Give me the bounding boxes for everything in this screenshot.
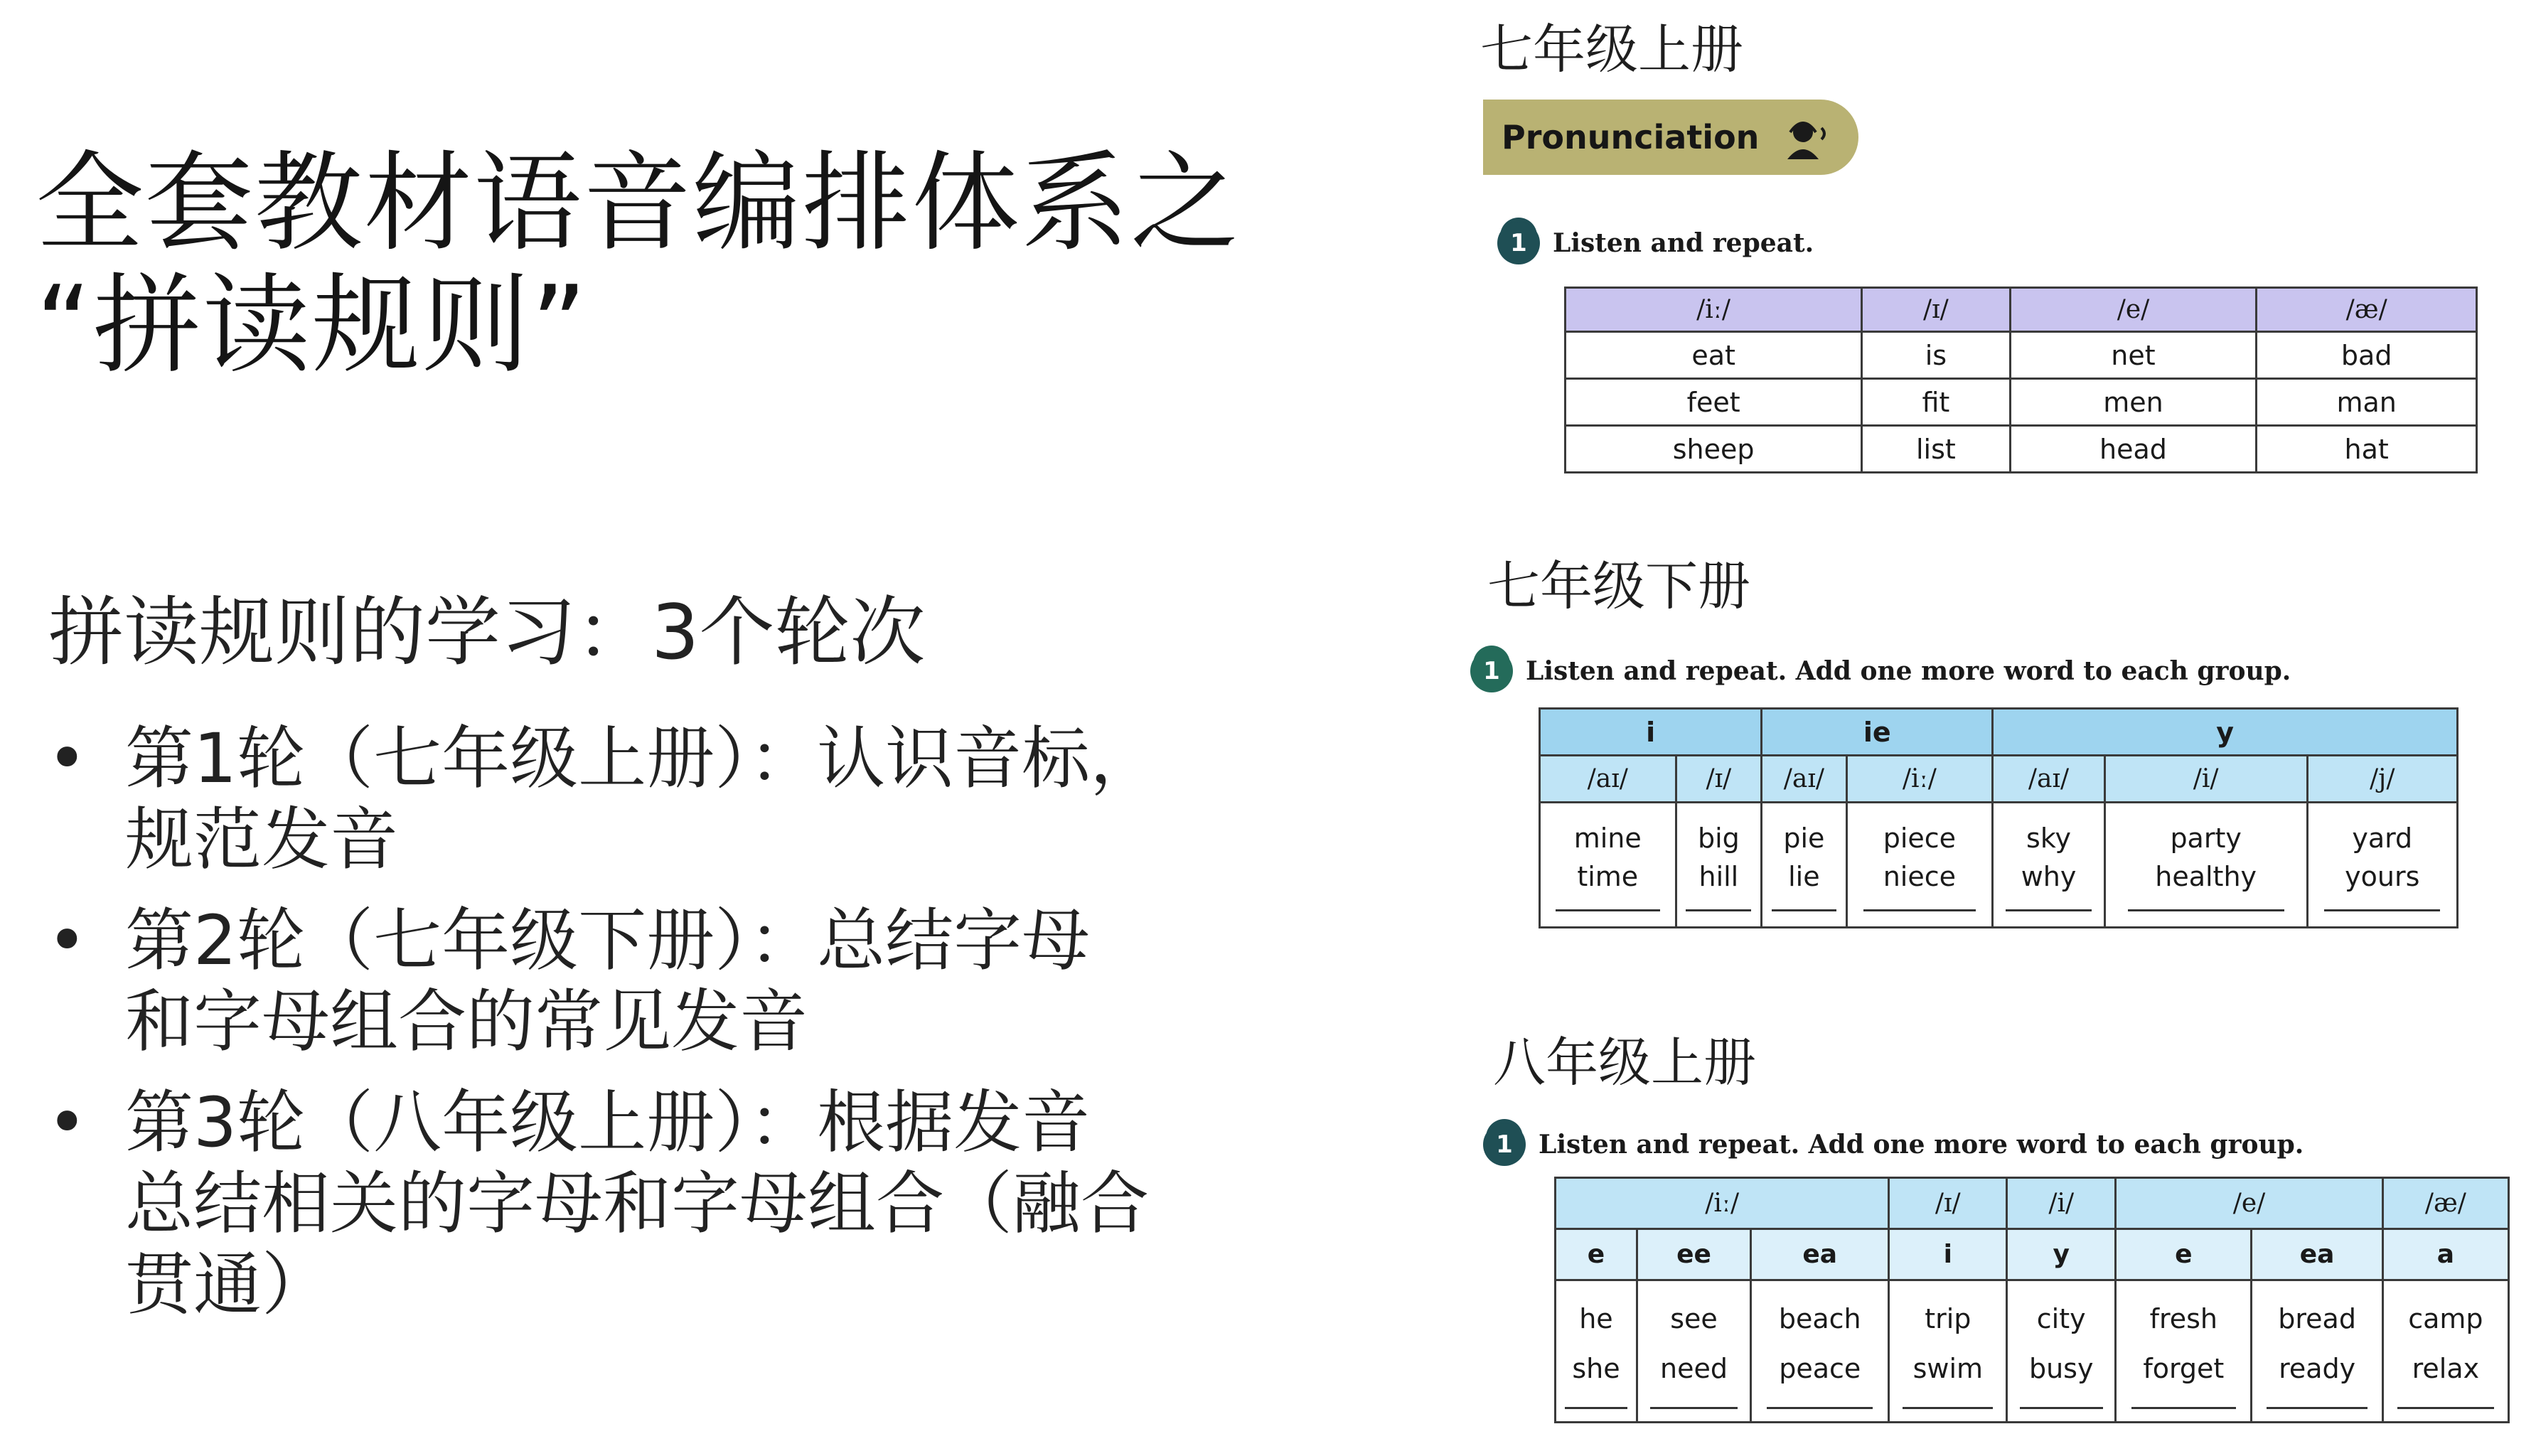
bullet-3-line-3: 贯通） bbox=[125, 1245, 330, 1324]
table-letter-cell: ea bbox=[1751, 1229, 1889, 1280]
bullet-dot: • bbox=[47, 1083, 87, 1162]
word: forget bbox=[2143, 1353, 2225, 1384]
table-sound-row bbox=[1540, 756, 2458, 803]
word: time bbox=[1577, 861, 1639, 892]
grade-label-7a: 七年级上册 bbox=[1480, 19, 1743, 80]
table-header-cell: /ɪ/ bbox=[1862, 288, 2010, 332]
table-cell: men bbox=[2010, 379, 2257, 426]
table-letter-row bbox=[1556, 1229, 2509, 1280]
table-cell: is bbox=[1862, 332, 2010, 379]
word: pie bbox=[1783, 823, 1825, 854]
table-row bbox=[1566, 426, 2477, 473]
word: swim bbox=[1912, 1353, 1984, 1384]
word: trip bbox=[1925, 1303, 1971, 1334]
answer-blank[interactable] bbox=[1767, 1403, 1873, 1409]
bullet-item-2 bbox=[47, 900, 1256, 1062]
bullet-list bbox=[47, 718, 1256, 1345]
bullet-1-line-2: 规范发音 bbox=[125, 800, 398, 879]
table-group-cell: /iː/ bbox=[1556, 1178, 1889, 1229]
answer-blank[interactable] bbox=[1650, 1403, 1738, 1409]
slide-title bbox=[36, 142, 1244, 387]
word: need bbox=[1660, 1353, 1728, 1384]
table-word-row bbox=[1556, 1280, 2509, 1423]
word: hill bbox=[1698, 861, 1739, 892]
word: ready bbox=[2279, 1353, 2356, 1384]
answer-blank[interactable] bbox=[2131, 1403, 2236, 1409]
table-letter-cell: y bbox=[2007, 1229, 2116, 1280]
table-word-cell bbox=[2252, 1280, 2382, 1423]
instruction-3 bbox=[1483, 1123, 2304, 1166]
table-word-cell bbox=[2104, 803, 2307, 928]
bullet-1-line-1: 第1轮（七年级上册）：认识音标， bbox=[125, 719, 1159, 798]
table-sound-cell: /aɪ/ bbox=[1540, 756, 1676, 803]
word: he bbox=[1579, 1303, 1613, 1334]
table-group-cell: /e/ bbox=[2116, 1178, 2383, 1229]
table-letter-cell: e bbox=[2116, 1229, 2252, 1280]
table-group-row bbox=[1540, 709, 2458, 756]
word: she bbox=[1572, 1353, 1620, 1384]
answer-blank[interactable] bbox=[1863, 906, 1976, 911]
table-word-row bbox=[1540, 803, 2458, 928]
table-group-cell: /i/ bbox=[2007, 1178, 2116, 1229]
word: camp bbox=[2408, 1303, 2483, 1334]
audio-track-icon: 1 bbox=[1470, 650, 1513, 692]
table-header-cell: /æ/ bbox=[2257, 288, 2477, 332]
table-word-cell bbox=[2007, 1280, 2116, 1423]
table-cell: list bbox=[1862, 426, 2010, 473]
word: fresh bbox=[2149, 1303, 2218, 1334]
table-sound-cell: /iː/ bbox=[1846, 756, 1993, 803]
table-header-cell: /iː/ bbox=[1566, 288, 1862, 332]
table-word-cell bbox=[1676, 803, 1762, 928]
table-cell: bad bbox=[2257, 332, 2477, 379]
word: party bbox=[2170, 823, 2242, 854]
bullet-3-line-2: 总结相关的字母和字母组合（融合 bbox=[125, 1164, 1149, 1243]
table-word-cell bbox=[1540, 803, 1676, 928]
table-cell: feet bbox=[1566, 379, 1862, 426]
phonics-table-7a bbox=[1564, 287, 2478, 473]
word: relax bbox=[2412, 1353, 2480, 1384]
table-sound-cell: /i/ bbox=[2104, 756, 2307, 803]
word: see bbox=[1670, 1303, 1718, 1334]
table-cell: sheep bbox=[1566, 426, 1862, 473]
pronunciation-banner bbox=[1483, 100, 1858, 175]
table-word-cell bbox=[2116, 1280, 2252, 1423]
answer-blank[interactable] bbox=[2324, 906, 2440, 911]
instruction-2 bbox=[1470, 650, 2291, 692]
word: healthy bbox=[2155, 861, 2257, 892]
word: city bbox=[2036, 1303, 2086, 1334]
table-cell: net bbox=[2010, 332, 2257, 379]
word: big bbox=[1697, 823, 1740, 854]
instruction-3-text: Listen and repeat. Add one more word to each group. bbox=[1539, 1130, 2304, 1160]
word: mine bbox=[1573, 823, 1642, 854]
answer-blank[interactable] bbox=[2267, 1403, 2367, 1409]
answer-blank[interactable] bbox=[2397, 1403, 2494, 1409]
bullet-2-line-2: 和字母组合的常见发音 bbox=[125, 982, 808, 1061]
table-sound-cell: /aɪ/ bbox=[1993, 756, 2105, 803]
bullet-item-3 bbox=[47, 1082, 1256, 1325]
grade-label-8a: 八年级上册 bbox=[1493, 1032, 1756, 1093]
table-cell: eat bbox=[1566, 332, 1862, 379]
slide-subtitle: 拼读规则的学习：3个轮次 bbox=[48, 589, 926, 676]
phonics-table-8a bbox=[1554, 1177, 2510, 1423]
word: yard bbox=[2352, 823, 2413, 854]
table-group-cell: ie bbox=[1762, 709, 1993, 756]
table-group-cell: /ɪ/ bbox=[1889, 1178, 2007, 1229]
table-word-cell bbox=[1751, 1280, 1889, 1423]
bullet-2-line-1: 第2轮（七年级下册）：总结字母 bbox=[125, 901, 1091, 980]
table-cell: man bbox=[2257, 379, 2477, 426]
table-word-cell bbox=[2382, 1280, 2508, 1423]
table-cell: fit bbox=[1862, 379, 2010, 426]
slide-title-line-2: “拼读规则” bbox=[36, 262, 589, 388]
word: bread bbox=[2278, 1303, 2356, 1334]
table-letter-cell: a bbox=[2382, 1229, 2508, 1280]
answer-blank[interactable] bbox=[1903, 1403, 1993, 1409]
bullet-dot: • bbox=[47, 901, 87, 980]
bullet-item-1 bbox=[47, 718, 1256, 880]
word: lie bbox=[1788, 861, 1820, 892]
table-group-row bbox=[1556, 1178, 2509, 1229]
table-word-cell bbox=[1762, 803, 1846, 928]
answer-blank[interactable] bbox=[1565, 1403, 1627, 1409]
word: yours bbox=[2345, 861, 2420, 892]
table-cell: hat bbox=[2257, 426, 2477, 473]
table-word-cell bbox=[2307, 803, 2457, 928]
answer-blank[interactable] bbox=[1686, 906, 1751, 911]
table-header-row bbox=[1566, 288, 2477, 332]
table-letter-cell: ee bbox=[1637, 1229, 1750, 1280]
answer-blank[interactable] bbox=[2128, 906, 2284, 911]
table-sound-cell: /aɪ/ bbox=[1762, 756, 1846, 803]
headset-icon bbox=[1782, 115, 1831, 161]
answer-blank[interactable] bbox=[1772, 906, 1836, 911]
instruction-1 bbox=[1497, 222, 1814, 264]
audio-track-icon: 1 bbox=[1483, 1123, 1526, 1166]
table-group-cell: i bbox=[1540, 709, 1762, 756]
bullet-dot: • bbox=[47, 719, 87, 798]
word: piece bbox=[1883, 823, 1957, 854]
table-letter-cell: e bbox=[1556, 1229, 1637, 1280]
audio-track-icon: 1 bbox=[1497, 222, 1540, 264]
word: why bbox=[2021, 861, 2077, 892]
table-word-cell bbox=[1993, 803, 2105, 928]
slide-title-line-1: 全套教材语音编排体系之 bbox=[36, 140, 1240, 266]
table-letter-cell: ea bbox=[2252, 1229, 2382, 1280]
word: sky bbox=[2026, 823, 2071, 854]
table-group-cell: y bbox=[1993, 709, 2458, 756]
bullet-3-line-1: 第3轮（八年级上册）：根据发音 bbox=[125, 1083, 1091, 1162]
word: beach bbox=[1778, 1303, 1861, 1334]
table-word-cell bbox=[1889, 1280, 2007, 1423]
table-cell: head bbox=[2010, 426, 2257, 473]
word: busy bbox=[2028, 1353, 2094, 1384]
table-word-cell bbox=[1556, 1280, 1637, 1423]
grade-label-7b: 七年级下册 bbox=[1487, 556, 1750, 617]
table-header-cell: /e/ bbox=[2010, 288, 2257, 332]
word: peace bbox=[1779, 1353, 1861, 1384]
table-row bbox=[1566, 379, 2477, 426]
table-word-cell bbox=[1846, 803, 1993, 928]
instruction-1-text: Listen and repeat. bbox=[1553, 228, 1814, 258]
answer-blank[interactable] bbox=[2020, 1403, 2103, 1409]
word: niece bbox=[1883, 861, 1957, 892]
table-sound-cell: /j/ bbox=[2307, 756, 2457, 803]
instruction-2-text: Listen and repeat. Add one more word to each group. bbox=[1526, 656, 2291, 686]
phonics-table-7b bbox=[1539, 707, 2459, 928]
table-letter-cell: i bbox=[1889, 1229, 2007, 1280]
table-group-cell: /æ/ bbox=[2382, 1178, 2508, 1229]
pronunciation-banner-label: Pronunciation bbox=[1502, 118, 1760, 156]
table-sound-cell: /ɪ/ bbox=[1676, 756, 1762, 803]
answer-blank[interactable] bbox=[1556, 906, 1660, 911]
table-word-cell bbox=[1637, 1280, 1750, 1423]
table-row bbox=[1566, 332, 2477, 379]
answer-blank[interactable] bbox=[2006, 906, 2092, 911]
